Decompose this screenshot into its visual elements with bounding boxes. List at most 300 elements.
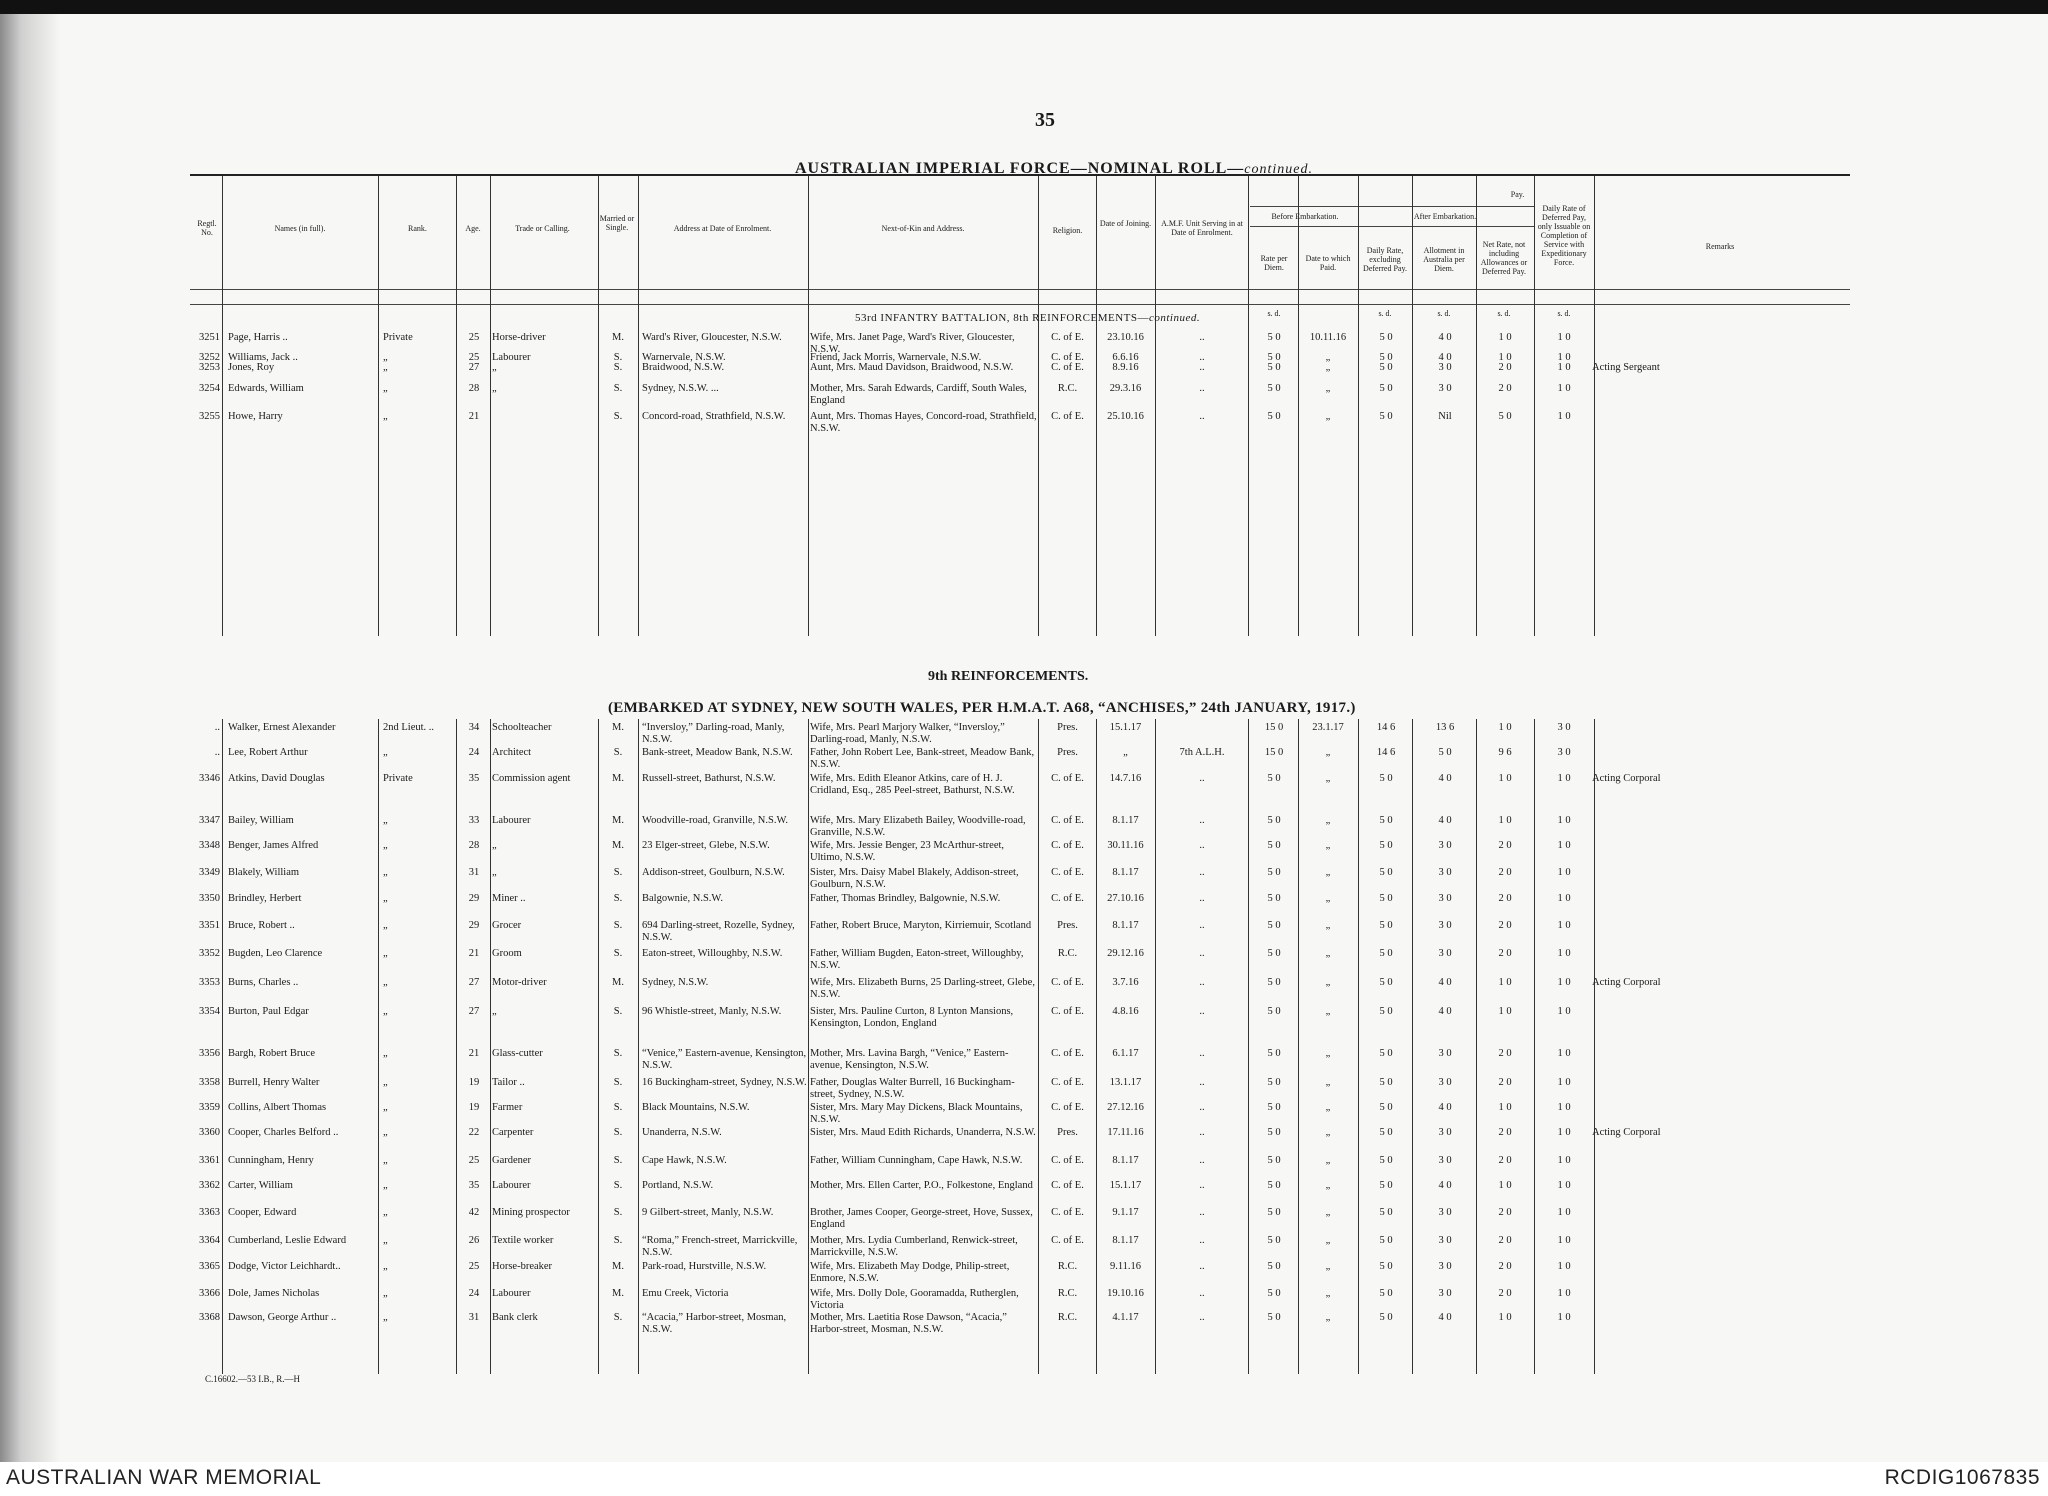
cell-rel: Pres. — [1057, 1127, 1078, 1138]
cell-paid: „ — [1325, 1155, 1331, 1166]
cell-unit: .. — [1199, 1312, 1205, 1323]
cell-trade: Labourer — [492, 1288, 531, 1299]
cell-unit: .. — [1199, 411, 1205, 422]
cell-nok: Father, William Bugden, Eaton-street, Willoughby, N.S.W. — [810, 948, 1024, 971]
print-code: C.16602.—53 I.B., R.—H — [205, 1374, 301, 1384]
cell-ms: S. — [613, 920, 623, 931]
cell-no: 3360 — [199, 1127, 220, 1138]
cell-addr: Emu Creek, Victoria — [642, 1288, 729, 1299]
cell-nok: Wife, Mrs. Elizabeth Burns, 25 Darling-street, Glebe, N.S.W. — [810, 977, 1035, 1000]
cell-ms: S. — [613, 1207, 623, 1218]
cell-allot: 3 0 — [1438, 1261, 1452, 1272]
cell-rel: Pres. — [1057, 747, 1078, 758]
cell-remarks: Acting Corporal — [1592, 773, 1661, 784]
cell-trade: „ — [492, 362, 497, 373]
cell-ms: S. — [613, 948, 623, 959]
cell-rank: „ — [383, 948, 388, 959]
cell-def: 1 0 — [1557, 1261, 1571, 1272]
cell-nok: Father, Thomas Brindley, Balgownie, N.S.W. — [810, 893, 1001, 904]
cell-rel: C. of E. — [1051, 1235, 1084, 1246]
header-next-of-kin: Next-of-Kin and Address. — [881, 224, 965, 233]
cell-def: 3 0 — [1557, 747, 1571, 758]
cell-trade: Carpenter — [492, 1127, 534, 1138]
header-pay: Pay. — [1510, 190, 1525, 199]
cell-age: 31 — [468, 1312, 480, 1323]
cell-paid: „ — [1325, 867, 1331, 878]
cell-paid: „ — [1325, 1180, 1331, 1191]
cell-net: 2 0 — [1498, 948, 1512, 959]
cell-paid: 10.11.16 — [1309, 332, 1347, 343]
cell-nok: Sister, Mrs. Pauline Curton, 8 Lynton Mansions, Kensington, London, England — [810, 1006, 1014, 1029]
cell-nok: Sister, Mrs. Daisy Mabel Blakely, Addison-street, Goulburn, N.S.W. — [810, 867, 1019, 890]
cell-name: Collins, Albert Thomas — [228, 1102, 327, 1113]
cell-trade: Labourer — [492, 352, 531, 363]
cell-net: 2 0 — [1498, 383, 1512, 394]
cell-addr: Bank-street, Meadow Bank, N.S.W. — [642, 747, 793, 758]
cell-rank: „ — [383, 1261, 388, 1272]
cell-trade: Mining prospector — [492, 1207, 570, 1218]
cell-name: Benger, James Alfred — [228, 840, 319, 851]
cell-age: 24 — [468, 1288, 480, 1299]
cell-ms: M. — [612, 722, 624, 733]
header-sd-rule — [190, 304, 1850, 305]
cell-trade: Horse-breaker — [492, 1261, 553, 1272]
cell-unit: .. — [1199, 332, 1205, 343]
cell-rank: „ — [383, 1207, 388, 1218]
cell-ms: S. — [613, 1006, 623, 1017]
cell-rate: 5 0 — [1267, 1006, 1281, 1017]
cell-rel: C. of E. — [1051, 1077, 1084, 1088]
cell-addr: 23 Elger-street, Glebe, N.S.W. — [642, 840, 770, 851]
cell-ms: S. — [613, 1180, 623, 1191]
section1-title-main: 53rd INFANTRY BATTALION, 8th REINFORCEMENTS— — [855, 312, 1149, 324]
cell-rate: 5 0 — [1267, 332, 1281, 343]
header-bottom-rule — [190, 289, 1850, 290]
cell-trade: Grocer — [492, 920, 522, 931]
cell-no: .. — [214, 722, 220, 733]
header-deferred-pay: Daily Rate of Deferred Pay, only Issuable on Completion of Service with Expeditionary Force. — [1537, 204, 1591, 267]
roll-row — [0, 722, 2048, 750]
cell-rel: C. of E. — [1051, 867, 1084, 878]
cell-rate: 5 0 — [1267, 920, 1281, 931]
cell-trade: Labourer — [492, 1180, 531, 1191]
cell-name: Blakely, William — [228, 867, 300, 878]
cell-allot: 4 0 — [1438, 977, 1452, 988]
cell-no: 3255 — [199, 411, 220, 422]
cell-daily: 5 0 — [1379, 1207, 1393, 1218]
sd-deferred: s. d. — [1557, 309, 1571, 318]
cell-rate: 5 0 — [1267, 411, 1281, 422]
cell-allot: 3 0 — [1438, 867, 1452, 878]
cell-allot: 3 0 — [1438, 1235, 1452, 1246]
cell-rate: 5 0 — [1267, 1235, 1281, 1246]
cell-rel: C. of E. — [1051, 1207, 1084, 1218]
cell-age: 27 — [468, 977, 480, 988]
cell-net: 2 0 — [1498, 362, 1512, 373]
cell-nok: Wife, Mrs. Dolly Dole, Gooramadda, Rutherglen, Victoria — [810, 1288, 1019, 1311]
cell-age: 29 — [468, 893, 480, 904]
cell-addr: Eaton-street, Willoughby, N.S.W. — [642, 948, 783, 959]
cell-paid: „ — [1325, 840, 1331, 851]
cell-rank: „ — [383, 1077, 388, 1088]
roll-row — [0, 1312, 2048, 1340]
cell-allot: 4 0 — [1438, 1180, 1452, 1191]
cell-name: Bailey, William — [228, 815, 294, 826]
cell-rank: „ — [383, 1127, 388, 1138]
cell-name: Dodge, Victor Leichhardt.. — [228, 1261, 341, 1272]
header-allotment: Allotment in Australia per Diem. — [1423, 246, 1465, 273]
cell-addr: Unanderra, N.S.W. — [642, 1127, 722, 1138]
cell-allot: 3 0 — [1438, 1155, 1452, 1166]
cell-unit: .. — [1199, 1127, 1205, 1138]
cell-net: 2 0 — [1498, 920, 1512, 931]
section2-title: 9th REINFORCEMENTS. — [928, 669, 1089, 684]
cell-unit: .. — [1199, 977, 1205, 988]
cell-daily: 5 0 — [1379, 1077, 1393, 1088]
cell-name: Burrell, Henry Walter — [228, 1077, 320, 1088]
roll-row — [0, 1006, 2048, 1034]
cell-unit: .. — [1199, 1261, 1205, 1272]
cell-age: 25 — [468, 1261, 480, 1272]
cell-def: 1 0 — [1557, 920, 1571, 931]
cell-daily: 5 0 — [1379, 1288, 1393, 1299]
cell-def: 1 0 — [1557, 1207, 1571, 1218]
cell-name: Atkins, David Douglas — [228, 773, 325, 784]
cell-rate: 5 0 — [1267, 1207, 1281, 1218]
cell-no: 3356 — [199, 1048, 220, 1059]
cell-addr: Woodville-road, Granville, N.S.W. — [642, 815, 789, 826]
cell-name: Carter, William — [228, 1180, 293, 1191]
cell-paid: „ — [1325, 1077, 1331, 1088]
cell-def: 1 0 — [1557, 773, 1571, 784]
cell-rate: 5 0 — [1267, 1077, 1281, 1088]
cell-date: 4.8.16 — [1112, 1006, 1139, 1017]
cell-paid: „ — [1325, 948, 1331, 959]
cell-ms: S. — [613, 867, 623, 878]
cell-rank: „ — [383, 1288, 388, 1299]
cell-net: 1 0 — [1498, 815, 1512, 826]
cell-no: 3364 — [199, 1235, 220, 1246]
cell-rank: „ — [383, 840, 388, 851]
cell-date: 19.10.16 — [1107, 1288, 1144, 1299]
cell-no: 3366 — [199, 1288, 220, 1299]
roll-row — [0, 893, 2048, 921]
cell-def: 1 0 — [1557, 362, 1571, 373]
cell-ms: M. — [612, 977, 624, 988]
cell-daily: 5 0 — [1379, 1235, 1393, 1246]
cell-paid: „ — [1325, 1312, 1331, 1323]
cell-unit: .. — [1199, 773, 1205, 784]
footer-source: AUSTRALIAN WAR MEMORIAL — [6, 1466, 322, 1489]
cell-nok: Wife, Mrs. Pearl Marjory Walker, “Inversloy,” Darling-road, Manly, N.S.W. — [810, 722, 1005, 745]
cell-def: 1 0 — [1557, 383, 1571, 394]
section2-embarkation: (EMBARKED AT SYDNEY, NEW SOUTH WALES, PER H.M.A.T. A68, “ANCHISES,” 24th JANUARY, 1917.) — [608, 700, 1356, 716]
cell-daily: 5 0 — [1379, 362, 1393, 373]
cell-rate: 5 0 — [1267, 362, 1281, 373]
cell-name: Cooper, Edward — [228, 1207, 297, 1218]
roll-row — [0, 840, 2048, 868]
cell-date: 13.1.17 — [1109, 1077, 1142, 1088]
cell-net: 1 0 — [1498, 1180, 1512, 1191]
cell-addr: “Venice,” Eastern-avenue, Kensington, N.S.W. — [642, 1048, 807, 1071]
cell-name: Howe, Harry — [228, 411, 283, 422]
cell-rank: „ — [383, 1235, 388, 1246]
cell-rate: 5 0 — [1267, 383, 1281, 394]
cell-no: .. — [214, 747, 220, 758]
roll-page — [0, 14, 2048, 1464]
cell-age: 25 — [468, 332, 480, 343]
cell-nok: Aunt, Mrs. Maud Davidson, Braidwood, N.S.W. — [810, 362, 1014, 373]
cell-remarks: Acting Corporal — [1592, 1127, 1661, 1138]
cell-name: Brindley, Herbert — [228, 893, 302, 904]
header-rank: Rank. — [408, 224, 427, 233]
cell-no: 3349 — [199, 867, 220, 878]
cell-no: 3347 — [199, 815, 220, 826]
cell-age: 21 — [468, 411, 480, 422]
cell-rank: „ — [383, 1102, 388, 1113]
cell-trade: „ — [492, 383, 497, 394]
cell-nok: Father, John Robert Lee, Bank-street, Meadow Bank, N.S.W. — [810, 747, 1035, 770]
cell-paid: „ — [1325, 1235, 1331, 1246]
cell-daily: 5 0 — [1379, 977, 1393, 988]
header-before-embarkation: Before Embarkation. — [1271, 212, 1339, 221]
cell-nok: Friend, Jack Morris, Warnervale, N.S.W. — [810, 352, 982, 363]
cell-allot: Nil — [1438, 411, 1452, 422]
cell-addr: 9 Gilbert-street, Manly, N.S.W. — [642, 1207, 774, 1218]
cell-daily: 5 0 — [1379, 1261, 1393, 1272]
cell-rel: C. of E. — [1051, 352, 1084, 363]
cell-paid: „ — [1325, 920, 1331, 931]
cell-rank: „ — [383, 1180, 388, 1191]
cell-nok: Aunt, Mrs. Thomas Hayes, Concord-road, Strathfield, N.S.W. — [810, 411, 1037, 434]
cell-daily: 14 6 — [1376, 747, 1396, 758]
cell-rank: „ — [383, 1006, 388, 1017]
cell-paid: „ — [1325, 893, 1331, 904]
cell-net: 1 0 — [1498, 1006, 1512, 1017]
cell-name: Bruce, Robert .. — [228, 920, 295, 931]
cell-addr: Cape Hawk, N.S.W. — [642, 1155, 727, 1166]
cell-net: 5 0 — [1498, 411, 1512, 422]
cell-no: 3363 — [199, 1207, 220, 1218]
cell-age: 19 — [468, 1102, 480, 1113]
cell-daily: 5 0 — [1379, 948, 1393, 959]
cell-ms: S. — [613, 747, 623, 758]
cell-age: 34 — [468, 722, 480, 733]
cell-name: Dawson, George Arthur .. — [228, 1312, 337, 1323]
header-net-rate: Net Rate, not including Allowances or Deferred Pay. — [1480, 240, 1528, 276]
cell-rate: 5 0 — [1267, 840, 1281, 851]
roll-row — [0, 1261, 2048, 1289]
cell-net: 2 0 — [1498, 1077, 1512, 1088]
cell-paid: „ — [1325, 352, 1331, 363]
cell-paid: „ — [1325, 1006, 1331, 1017]
cell-addr: “Roma,” French-street, Marrickville, N.S.W. — [642, 1235, 798, 1258]
cell-rel: R.C. — [1057, 1261, 1078, 1272]
cell-age: 26 — [468, 1235, 480, 1246]
cell-trade: Gardener — [492, 1155, 532, 1166]
cell-name: Burton, Paul Edgar — [228, 1006, 309, 1017]
cell-rank: „ — [383, 383, 388, 394]
cell-addr: Russell-street, Bathurst, N.S.W. — [642, 773, 776, 784]
cell-nok: Wife, Mrs. Jessie Benger, 23 McArthur-street, Ultimo, N.S.W. — [810, 840, 1005, 863]
cell-paid: „ — [1325, 1127, 1331, 1138]
cell-unit: .. — [1199, 383, 1205, 394]
cell-rel: R.C. — [1057, 1312, 1078, 1323]
cell-addr: 16 Buckingham-street, Sydney, N.S.W. — [642, 1077, 807, 1088]
cell-name: Cooper, Charles Belford .. — [228, 1127, 339, 1138]
cell-rate: 5 0 — [1267, 1155, 1281, 1166]
cell-date: 8.1.17 — [1112, 867, 1139, 878]
cell-daily: 5 0 — [1379, 1312, 1393, 1323]
cell-date: 9.1.17 — [1112, 1207, 1139, 1218]
cell-no: 3368 — [199, 1312, 220, 1323]
cell-ms: S. — [613, 1102, 623, 1113]
cell-allot: 3 0 — [1438, 1048, 1452, 1059]
cell-def: 1 0 — [1557, 352, 1571, 363]
cell-trade: „ — [492, 1006, 497, 1017]
header-date-paid: Date to which Paid. — [1305, 254, 1351, 272]
cell-rank: „ — [383, 362, 388, 373]
cell-daily: 5 0 — [1379, 383, 1393, 394]
cell-name: Burns, Charles .. — [228, 977, 299, 988]
cell-unit: 7th A.L.H. — [1179, 747, 1225, 758]
cell-ms: M. — [612, 815, 624, 826]
cell-allot: 4 0 — [1438, 1312, 1452, 1323]
cell-name: Lee, Robert Arthur — [228, 747, 308, 758]
cell-rank: „ — [383, 747, 388, 758]
cell-rate: 5 0 — [1267, 893, 1281, 904]
cell-nok: Mother, Mrs. Lavina Bargh, “Venice,” Eastern-avenue, Kensington, N.S.W. — [810, 1048, 1009, 1071]
cell-addr: Concord-road, Strathfield, N.S.W. — [642, 411, 786, 422]
cell-age: 25 — [468, 1155, 480, 1166]
cell-date: 25.10.16 — [1107, 411, 1144, 422]
header-date-joining: Date of Joining. — [1099, 219, 1152, 228]
cell-name: Williams, Jack .. — [228, 352, 298, 363]
cell-unit: .. — [1199, 893, 1205, 904]
cell-net: 2 0 — [1498, 1261, 1512, 1272]
cell-addr: Addison-street, Goulburn, N.S.W. — [642, 867, 785, 878]
cell-def: 1 0 — [1557, 893, 1571, 904]
cell-age: 35 — [468, 1180, 480, 1191]
cell-age: 22 — [468, 1127, 480, 1138]
cell-rank: „ — [383, 893, 388, 904]
cell-date: 8.1.17 — [1112, 815, 1139, 826]
cell-ms: S. — [613, 1155, 623, 1166]
cell-net: 2 0 — [1498, 1288, 1512, 1299]
cell-net: 9 6 — [1498, 747, 1512, 758]
cell-daily: 5 0 — [1379, 840, 1393, 851]
cell-remarks: Acting Sergeant — [1592, 362, 1660, 373]
cell-age: 35 — [468, 773, 480, 784]
cell-net: 1 0 — [1498, 352, 1512, 363]
cell-def: 1 0 — [1557, 1235, 1571, 1246]
cell-daily: 5 0 — [1379, 1048, 1393, 1059]
cell-unit: .. — [1199, 867, 1205, 878]
cell-addr: Black Mountains, N.S.W. — [642, 1102, 750, 1113]
cell-rel: C. of E. — [1051, 815, 1084, 826]
cell-unit: .. — [1199, 1235, 1205, 1246]
cell-trade: Farmer — [492, 1102, 523, 1113]
cell-daily: 5 0 — [1379, 411, 1393, 422]
cell-date: 8.1.17 — [1112, 1235, 1139, 1246]
cell-def: 3 0 — [1557, 722, 1571, 733]
cell-nok: Father, William Cunningham, Cape Hawk, N.S.W. — [810, 1155, 1023, 1166]
cell-rel: C. of E. — [1051, 332, 1084, 343]
cell-rank: „ — [383, 977, 388, 988]
cell-no: 3361 — [199, 1155, 220, 1166]
cell-allot: 3 0 — [1438, 1288, 1452, 1299]
cell-daily: 5 0 — [1379, 1180, 1393, 1191]
cell-allot: 4 0 — [1438, 773, 1452, 784]
cell-paid: „ — [1325, 1261, 1331, 1272]
cell-paid: „ — [1325, 383, 1331, 394]
cell-ms: S. — [613, 362, 623, 373]
header-names: Names (in full). — [274, 224, 326, 233]
roll-title-main: AUSTRALIAN IMPERIAL FORCE—NOMINAL ROLL— — [795, 160, 1245, 177]
roll-row — [0, 773, 2048, 801]
cell-net: 2 0 — [1498, 1235, 1512, 1246]
cell-daily: 5 0 — [1379, 773, 1393, 784]
cell-def: 1 0 — [1557, 840, 1571, 851]
header-unit-serving: A.M.F. Unit Serving in at Date of Enrolment. — [1161, 219, 1243, 237]
cell-paid: „ — [1325, 1288, 1331, 1299]
page-number: 35 — [1035, 109, 1055, 131]
cell-def: 1 0 — [1557, 1155, 1571, 1166]
cell-name: Cumberland, Leslie Edward — [228, 1235, 347, 1246]
cell-rate: 5 0 — [1267, 867, 1281, 878]
cell-unit: .. — [1199, 920, 1205, 931]
cell-no: 3358 — [199, 1077, 220, 1088]
cell-rel: R.C. — [1057, 1288, 1078, 1299]
header-rate-per-diem: Rate per Diem. — [1260, 254, 1288, 272]
cell-no: 3352 — [199, 948, 220, 959]
cell-no: 3354 — [199, 1006, 220, 1017]
cell-rate: 5 0 — [1267, 1261, 1281, 1272]
cell-ms: M. — [612, 1288, 624, 1299]
cell-def: 1 0 — [1557, 1048, 1571, 1059]
section1-title — [855, 312, 1200, 324]
cell-net: 2 0 — [1498, 893, 1512, 904]
cell-trade: „ — [492, 867, 497, 878]
cell-rank: „ — [383, 920, 388, 931]
cell-age: 33 — [468, 815, 480, 826]
cell-date: „ — [1123, 747, 1128, 758]
cell-age: 27 — [468, 362, 480, 373]
cell-trade: Bank clerk — [492, 1312, 538, 1323]
cell-nok: Wife, Mrs. Edith Eleanor Atkins, care of H. J. Cridland, Esq., 285 Peel-street, Bathurst, N.S.W. — [810, 773, 1015, 796]
cell-rel: C. of E. — [1051, 977, 1084, 988]
cell-allot: 3 0 — [1438, 893, 1452, 904]
cell-age: 21 — [468, 948, 480, 959]
cell-date: 8.1.17 — [1112, 920, 1139, 931]
cell-no: 3253 — [199, 362, 220, 373]
cell-paid: „ — [1325, 1207, 1331, 1218]
roll-row — [0, 948, 2048, 976]
cell-rel: C. of E. — [1051, 1180, 1084, 1191]
cell-def: 1 0 — [1557, 1006, 1571, 1017]
cell-unit: .. — [1199, 1102, 1205, 1113]
cell-ms: M. — [612, 773, 624, 784]
archive-footer — [0, 1462, 2048, 1496]
cell-daily: 5 0 — [1379, 1102, 1393, 1113]
cell-date: 15.1.17 — [1109, 1180, 1142, 1191]
cell-age: 28 — [468, 840, 480, 851]
cell-allot: 4 0 — [1438, 1006, 1452, 1017]
cell-date: 27.12.16 — [1107, 1102, 1144, 1113]
cell-trade: Motor-driver — [492, 977, 547, 988]
cell-rate: 5 0 — [1267, 1048, 1281, 1059]
cell-net: 1 0 — [1498, 1312, 1512, 1323]
